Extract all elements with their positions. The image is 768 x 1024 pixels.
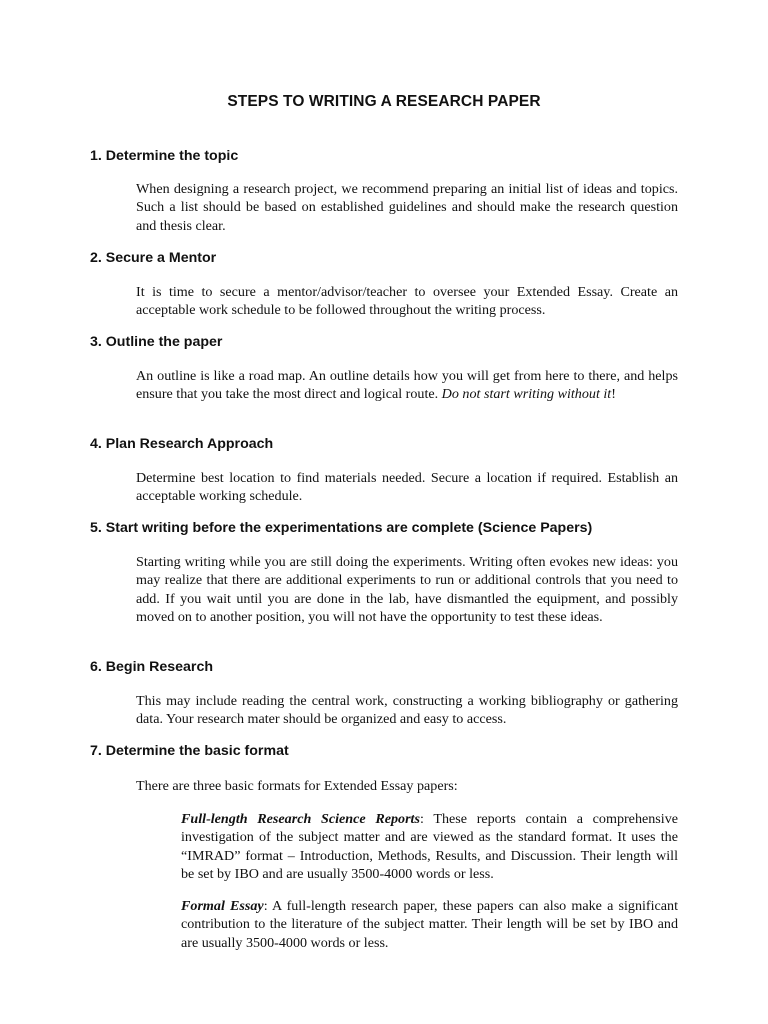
section-heading-basic-format: 7. Determine the basic format	[90, 743, 289, 759]
section-text-secure-mentor: It is time to secure a mentor/advisor/teacher to oversee your Extended Essay. Create an acceptable work schedule to be followed throughout the writing process.	[136, 284, 678, 319]
section-text-begin-research: This may include reading the central work, constructing a working bibliography or gathering data. Your research mater should be organized and easy to access.	[136, 693, 678, 728]
format-item-formal-essay	[181, 897, 678, 952]
format-label-formal-essay: Formal Essay	[181, 898, 264, 914]
section-heading-outline-paper: 3. Outline the paper	[90, 334, 223, 350]
outline-text-end: !	[611, 386, 616, 403]
section-heading-begin-research: 6. Begin Research	[90, 659, 214, 675]
format-label-research-reports: Full-length Research Science Reports	[181, 811, 420, 827]
section-heading-plan-research: 4. Plan Research Approach	[90, 436, 274, 452]
outline-text-main: An outline is like a road map. An outline details how you will get from here to there, and helps ensure that you take the most direct and logical route.	[136, 368, 678, 403]
format-text-research-reports: : These reports contain a comprehensive investigation of the subject matter and are viewed as the standard format. It uses the “IMRAD” format – Introduction, Methods, Results, and Discussion. Their length will be set by IBO and are usually 3500-4000 words or less.	[181, 811, 678, 882]
section-text-start-writing: Starting writing while you are still doing the experiments. Writing often evokes new ideas: you may realize that there are additional experiments to run or additional controls that you need to add. If you wait until you are done in the lab, have dismantled the equipment, and possibly moved on to another position, you will not have the opportunity to test these ideas.	[136, 554, 678, 625]
section-text-determine-topic: When designing a research project, we recommend preparing an initial list of ideas and topics. Such a list should be based on established guidelines and should make the research question and thesis clear.	[136, 181, 678, 234]
section-heading-secure-mentor: 2. Secure a Mentor	[90, 250, 217, 266]
section-heading-start-writing: 5. Start writing before the experimentations are complete (Science Papers)	[90, 520, 593, 536]
section-heading-determine-topic: 1. Determine the topic	[90, 148, 239, 164]
section-text-outline-paper	[136, 367, 678, 404]
page-title: STEPS TO WRITING A RESEARCH PAPER	[227, 93, 541, 110]
section-text-plan-research: Determine best location to find materials needed. Secure a location if required. Establish an acceptable working schedule.	[136, 470, 678, 505]
section-text-basic-format: There are three basic formats for Extended Essay papers:	[136, 778, 458, 794]
format-text-formal-essay: : A full-length research paper, these papers can also make a significant contribution to the literature of the subject matter. Their length will be set by IBO and are usually 3500-4000 words or less.	[181, 898, 678, 951]
format-item-research-reports	[181, 810, 678, 883]
outline-text-emphasis: Do not start writing without it	[441, 386, 612, 403]
